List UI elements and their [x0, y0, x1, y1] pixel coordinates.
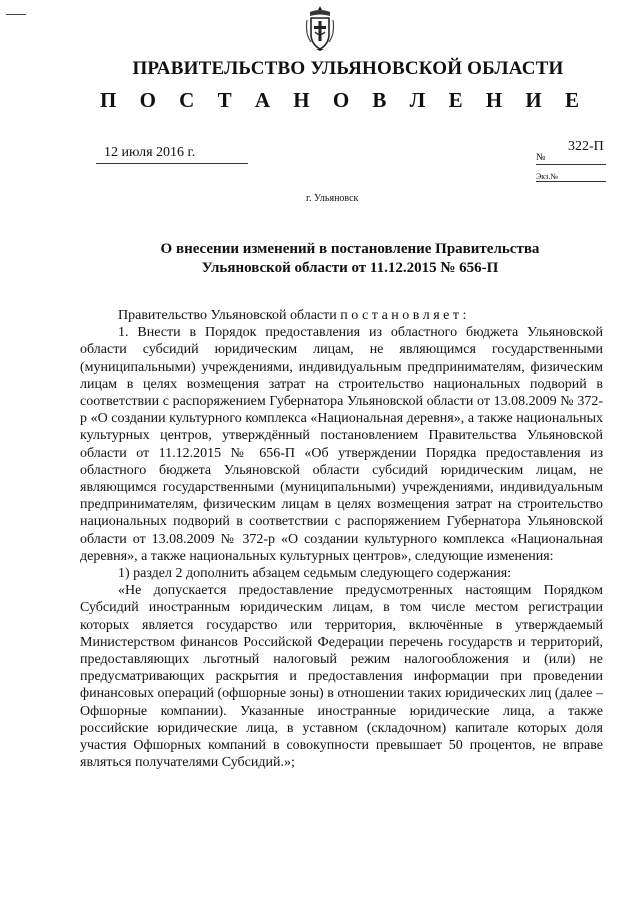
document-title: [30, 240, 640, 278]
intro-paragraph: [80, 307, 603, 324]
title-line-2: Ульяновской области от 11.12.2015 № 656-П: [201, 260, 499, 276]
intro-verb: постановляет: [340, 308, 463, 323]
title-line-1: О внесении изменений в постановление Правительства: [160, 241, 540, 257]
intro-prefix: Правительство Ульяновской области: [118, 308, 341, 323]
corner-mark: [6, 14, 26, 15]
number-label: №: [536, 152, 546, 163]
government-name: ПРАВИТЕЛЬСТВО УЛЬЯНОВСКОЙ ОБЛАСТИ: [132, 58, 564, 79]
quoted-text-paragraph: «Не допускается предоставление предусмотренных настоящим Порядком Субсидий иностранным юридическим лицам, в том числе местом регистрации которых является государство или территория, включённые в утверждаемый Министерством финансов Российской Федерации перечень государств и территорий, предоставляющих льготный налоговый режим налогообложения и (или) не предусматривающих раскрытия и предоставления информации при проведении финансовых операций (офшорные зоны) в отношении таких юридических лиц (далее – Офшорные компании). Указанные иностранные юридические лица, а также российские юридические лица, в уставном (складочном) капитале которых доля участия Офшорных компаний в совокупности превышает 50 процентов, не вправе являться получателями Субсидий.»;: [80, 583, 603, 771]
document-body: [80, 307, 603, 771]
document-date: 12 июля 2016 г.: [96, 145, 248, 164]
subitem-1-paragraph: 1) раздел 2 дополнить абзацем седьмым следующего содержания:: [118, 566, 512, 582]
copy-number-label: Экз.№: [536, 172, 558, 181]
document-number: 322-П: [568, 139, 604, 154]
item-1-paragraph: 1. Внести в Порядок предоставления из областного бюджета Ульяновской области субсидий юридическим лицам, не являющимся государственными (муниципальными) учреждениями, индивидуальным предпринимателям, физическим лицам в целях возмещения затрат на строительство национальных подворий в соответствии с распоряжением Губернатора Ульяновской области от 13.08.2009 № 372-р «О создании культурного комплекса «Национальная деревня», а также национальных культурных центров, утверждённый постановлением Правительства Ульяновской области от 11.12.2015 № 656-П «Об утверждении Порядка предоставления из областного бюджета Ульяновской области субсидий юридическим лицам, не являющимся государственными (муниципальными) учреждениями, индивидуальным предпринимателям, физическим лицам в целях возмещения затрат на строительство национальных подворий в соответствии с распоряжением Губернатора Ульяновской области от 13.08.2009 № 372-р «О создании культурного комплекса «Национальная деревня», а также национальных культурных центров», следующие изменения:: [80, 325, 603, 564]
copy-number-field: [536, 172, 606, 182]
intro-suffix: :: [462, 308, 467, 323]
city: г. Ульяновск: [306, 193, 359, 204]
document-type: П О С Т А Н О В Л Е Н И Е: [99, 88, 588, 112]
number-field: [536, 152, 606, 165]
coat-of-arms-emblem-icon: [304, 4, 336, 52]
